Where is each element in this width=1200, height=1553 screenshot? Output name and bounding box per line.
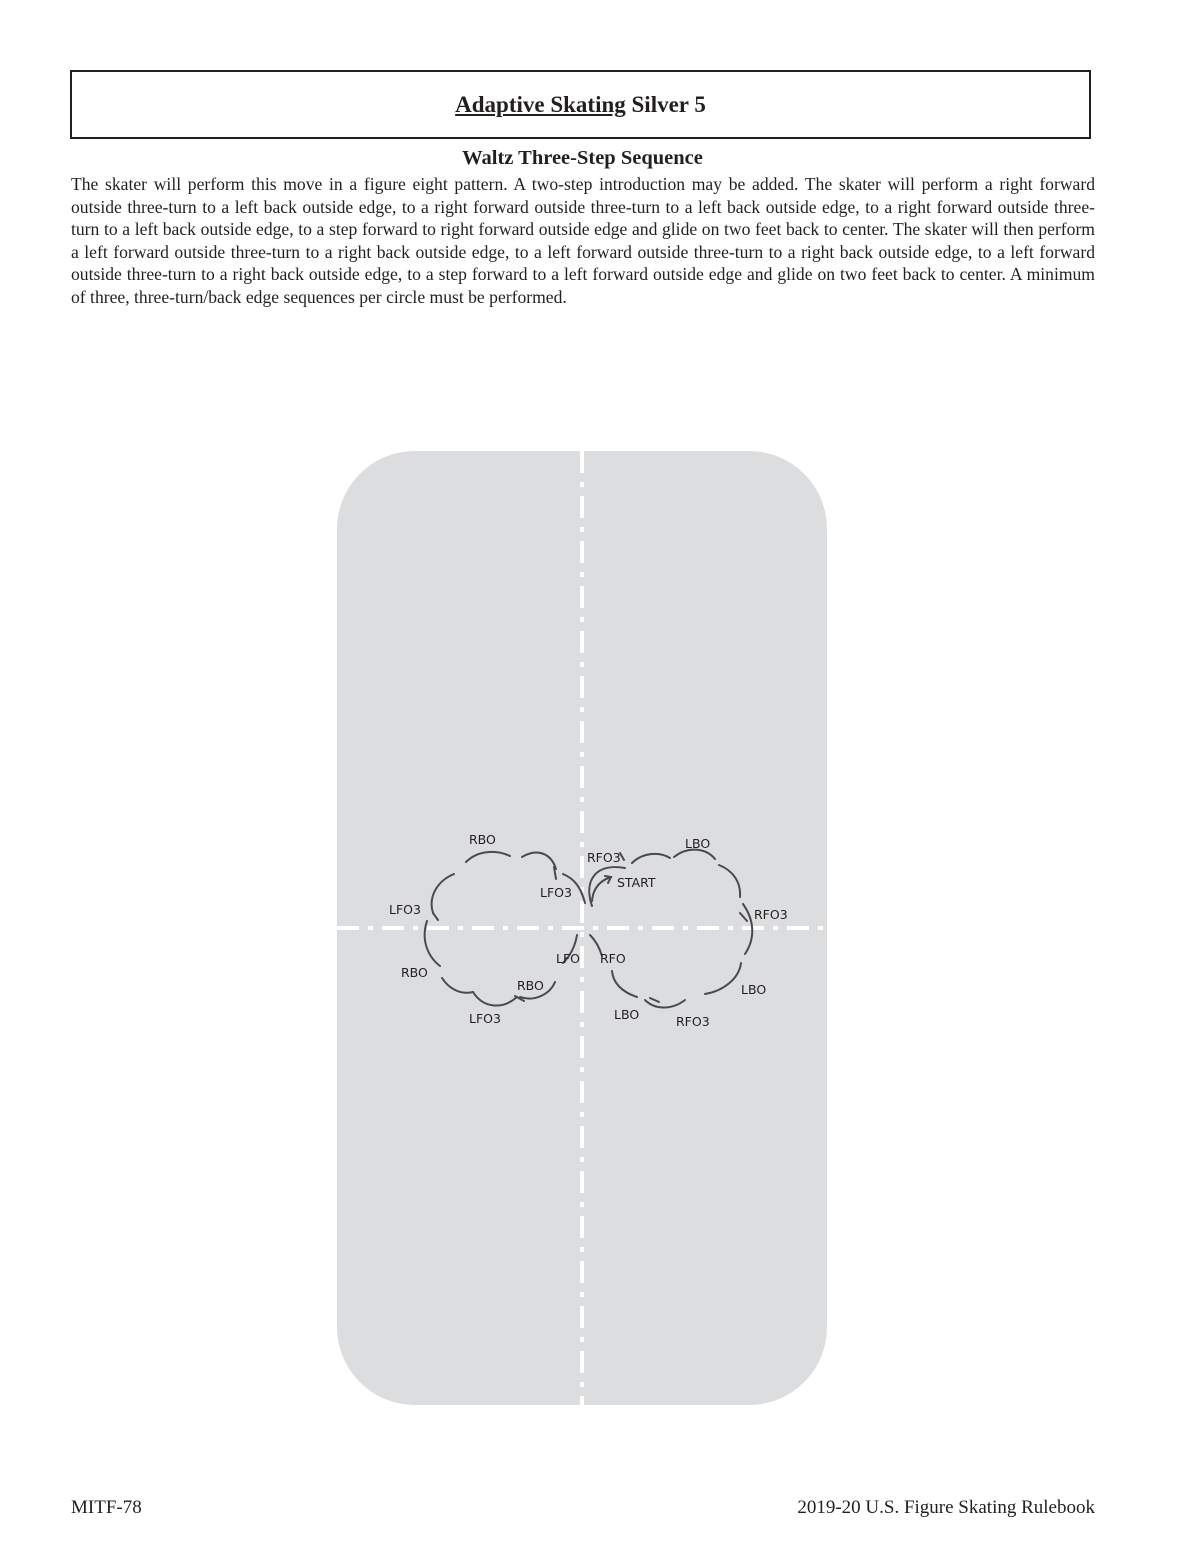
label-rfo: RFO: [600, 951, 626, 966]
label-rbo-bottom: RBO: [517, 978, 544, 993]
move-title: Waltz Three-Step Sequence: [462, 147, 703, 169]
label-rfo3-right: RFO3: [754, 907, 788, 922]
title-box: [70, 70, 1091, 139]
title-rest: Silver 5: [625, 91, 706, 117]
label-lfo3-bottom: LFO3: [469, 1011, 501, 1026]
label-rfo3-bottom: RFO3: [676, 1014, 710, 1029]
label-lbo-bottom: LBO: [614, 1007, 640, 1022]
label-start: START: [617, 875, 656, 890]
rink-diagram: [337, 451, 827, 1405]
label-lfo3-left: LFO3: [389, 902, 421, 917]
label-lfo3-inner: LFO3: [540, 885, 572, 900]
label-lfo: LFO: [556, 951, 580, 966]
title-underlined: Adaptive Skating: [455, 91, 626, 117]
label-lbo-right: LBO: [741, 982, 767, 997]
label-rfo3-top: RFO3: [587, 850, 621, 865]
label-rbo-left: RBO: [401, 965, 428, 980]
move-description: The skater will perform this move in a figure eight pattern. A two-step introduction may be added. The skater will perform a right forward outside three-turn to a left back outside edge, to a right forward outside three-turn to a left back outside edge, to a right forward outside three-turn to a left back outside edge, to a step forward to right forward outside edge and glide on two feet back to center. The skater will then perform a left forward outside three-turn to a right back outside edge, to a left forward outside three-turn to a right back outside edge, to a left forward outside three-turn to a right back outside edge, to a step forward to a left forward outside edge and glide on two feet back to center. A minimum of three, three-turn/back edge sequences per circle must be performed.: [71, 174, 1095, 307]
label-rbo-top: RBO: [469, 832, 496, 847]
page-number: MITF-78: [71, 1497, 142, 1518]
label-lbo-top: LBO: [685, 836, 711, 851]
rulebook-title: 2019-20 U.S. Figure Skating Rulebook: [797, 1497, 1095, 1518]
